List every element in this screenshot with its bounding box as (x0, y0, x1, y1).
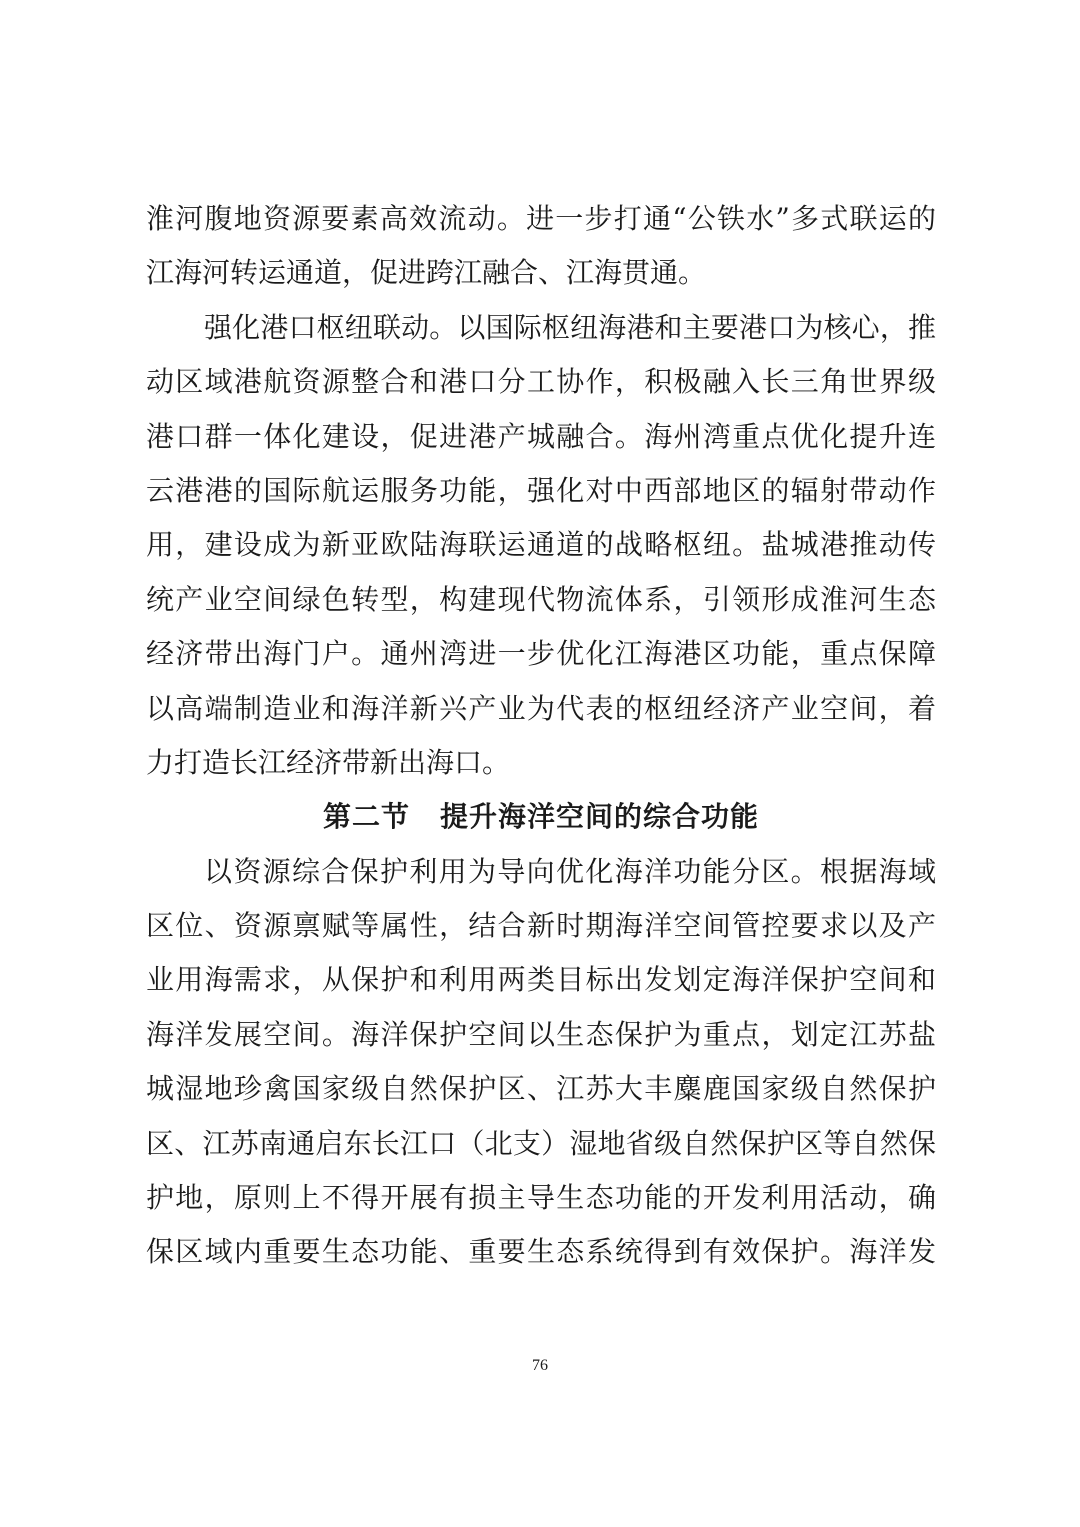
text-line: 动区域港航资源整合和港口分工协作，积极融入长三角世界级 (146, 365, 936, 399)
text-line: 港口群一体化建设，促进港产城融合。海州湾重点优化提升连 (146, 419, 936, 453)
text-line: 区位、资源禀赋等属性，结合新时期海洋空间管控要求以及产 (146, 909, 936, 943)
text-line: 区、江苏南通启东长江口（北支）湿地省级自然保护区等自然保 (146, 1126, 936, 1160)
text-line: 用，建设成为新亚欧陆海联运通道的战略枢纽。盐城港推动传 (146, 528, 936, 562)
paragraph-1 (146, 192, 936, 301)
text-line: 以资源综合保护利用为导向优化海洋功能分区。根据海域 (204, 854, 936, 888)
section-title: 提升海洋空间的综合功能 (440, 800, 760, 834)
text-line: 保区域内重要生态功能、重要生态系统得到有效保护。海洋发 (146, 1235, 936, 1269)
text-line: 经济带出海门户。通州湾进一步优化江海港区功能，重点保障 (146, 637, 936, 671)
text-line: 城湿地珍禽国家级自然保护区、江苏大丰麋鹿国家级自然保护 (146, 1072, 936, 1106)
section-heading (146, 790, 936, 844)
text-line: 强化港口枢纽联动。以国际枢纽海港和主要港口为核心，推 (204, 310, 936, 344)
text-line: 力打造长江经济带新出海口。 (146, 745, 511, 779)
text-line: 淮河腹地资源要素高效流动。进一步打通“公铁水”多式联运的 (146, 202, 936, 235)
document-page (146, 192, 936, 1280)
text-line: 云港港的国际航运服务功能，强化对中西部地区的辐射带动作 (146, 473, 936, 507)
paragraph-2 (146, 301, 936, 791)
page-number: 76 (532, 1357, 548, 1374)
text-line: 业用海需求，从保护和利用两类目标出发划定海洋保护空间和 (146, 963, 936, 997)
text-line: 护地，原则上不得开展有损主导生态功能的开发利用活动，确 (146, 1181, 936, 1215)
text-line: 统产业空间绿色转型，构建现代物流体系，引领形成淮河生态 (146, 582, 936, 616)
paragraph-3 (146, 845, 936, 1280)
text-line: 以高端制造业和海洋新兴产业为代表的枢纽经济产业空间，着 (146, 691, 936, 725)
text-line: 海洋发展空间。海洋保护空间以生态保护为重点，划定江苏盐 (146, 1017, 936, 1051)
text-line: 江海河转运通道，促进跨江融合、江海贯通。 (146, 256, 707, 290)
section-number: 第二节 (322, 800, 410, 834)
